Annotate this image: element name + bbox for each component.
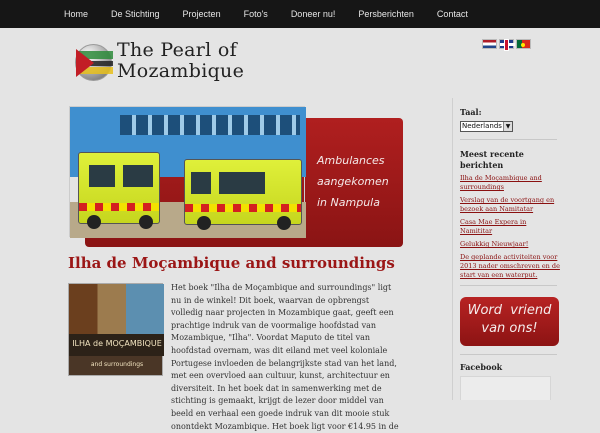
language-select-value: Nederlands (462, 122, 502, 130)
ambulance-image (184, 159, 302, 225)
book-cover-subtitle: and surroundings (90, 361, 144, 368)
pt-flag-icon[interactable] (516, 39, 531, 49)
become-friend-button[interactable] (460, 297, 559, 346)
slide-photo-ambulances[interactable] (69, 106, 305, 237)
slide-caption (317, 150, 401, 213)
nav-item-fotos[interactable]: Foto's (243, 9, 268, 19)
facebook-heading: Facebook (460, 362, 503, 372)
logo-globe-icon[interactable] (75, 44, 112, 81)
nav-menu (64, 0, 491, 28)
post-body-text: Het boek "Ilha de Moçambique and surroundings" ligt nu in de winkel! Dit boek, waarvan de opbrengst volledig naar projecten in Mozambique gaat, geeft een prachtige indruk van de voormalige hoofdstad van Mozambique, "Ilha". Voordat Maputo de titel van hoofdstad overnam, was dit eiland met veel koloniale Portugese invloeden de belangrijkste stad van het land, met een overvloed aan cultuur, kunst, architectuur en diversiteit. In het boek dat in samenwerking met de stichting is gemaakt, krijgt de lezer door middel van beeld en verhaal een goede indruk van dit mooie stuk onontdekt Mozambique. Het boek ligt voor €14.95 in de (171, 283, 399, 431)
book-cover-title: ILHA de MOÇAMBIQUE (72, 339, 162, 348)
top-navigation (0, 0, 600, 28)
chevron-down-icon[interactable]: ▼ (503, 122, 512, 131)
featured-slider[interactable] (69, 106, 403, 247)
sidebar (452, 98, 600, 400)
promo-line-1: Word vriend (467, 303, 552, 318)
language-label: Taal: (460, 107, 482, 117)
slide-caption-line: aangekomen (317, 175, 389, 188)
nav-item-de-stichting[interactable]: De Stichting (111, 9, 160, 19)
slide-caption-line: Ambulances (317, 154, 385, 167)
site-logo-text[interactable] (117, 40, 277, 82)
divider (460, 139, 557, 140)
recent-posts-list (460, 174, 560, 284)
logo-line-1: The Pearl of (117, 39, 237, 61)
recent-post-link[interactable]: Ilha de Moçambique and surroundings (460, 174, 542, 191)
nl-flag-icon[interactable] (482, 39, 497, 49)
recent-post-link[interactable]: Gelukkig Nieuwjaar! (460, 240, 529, 248)
nav-item-projecten[interactable]: Projecten (182, 9, 221, 19)
gb-flag-icon[interactable] (499, 39, 514, 49)
language-select[interactable] (460, 121, 513, 132)
ambulance-image (78, 152, 160, 224)
post-title-link[interactable]: Ilha de Moçambique and surroundings (68, 254, 395, 272)
book-cover-image[interactable] (68, 283, 163, 376)
divider (460, 354, 557, 355)
divider (460, 285, 557, 286)
language-flags (482, 39, 531, 49)
nav-item-doneer[interactable]: Doneer nu! (290, 9, 336, 19)
recent-post-link[interactable]: De geplande activiteiten voor 2013 nader omschreven en de start van een waterput. (460, 253, 560, 279)
nav-item-contact[interactable]: Contact (436, 9, 468, 19)
nav-item-persberichten[interactable]: Persberichten (358, 9, 414, 19)
nav-item-home[interactable]: Home (64, 9, 89, 19)
slide-caption-line: in Nampula (317, 196, 380, 209)
promo-line-2: van ons! (481, 321, 538, 336)
logo-line-2: Mozambique (117, 60, 245, 82)
recent-posts-heading: Meest recente berichten (460, 149, 524, 170)
facebook-widget[interactable] (460, 376, 551, 400)
recent-post-link[interactable]: Casa Mae Expera in Namititar (460, 218, 527, 235)
recent-post-link[interactable]: Verslag van de voortgang en bezoek aan Namitatar (460, 196, 555, 213)
